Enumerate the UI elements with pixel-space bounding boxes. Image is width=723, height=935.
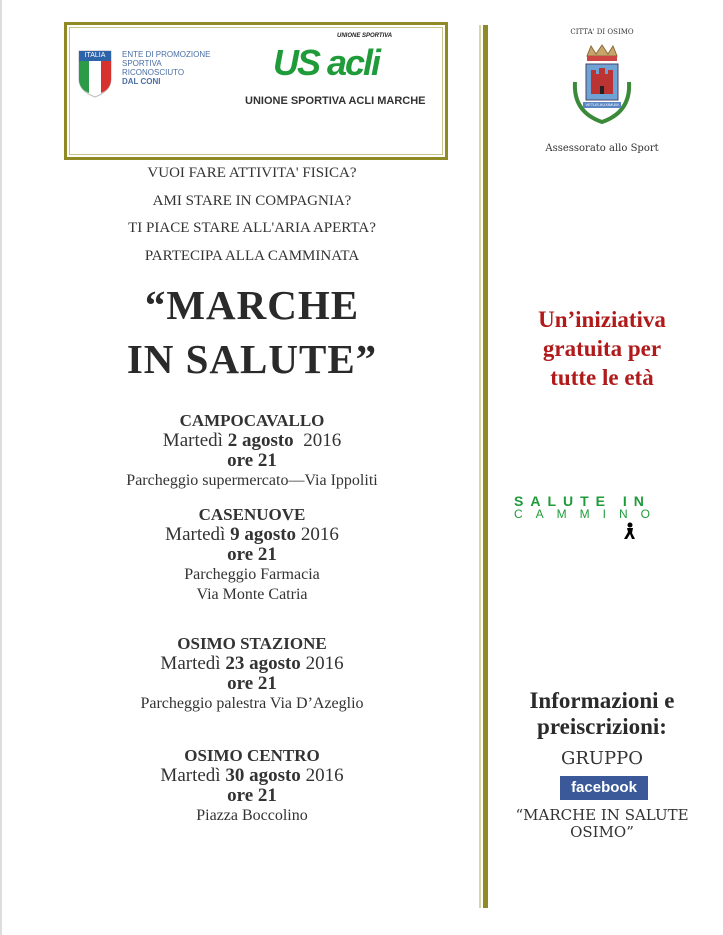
event-year: 2016 (300, 765, 344, 786)
salute-in-cammino-logo (514, 494, 689, 520)
initiative-line: gratuita per (542, 336, 662, 361)
coni-text (122, 50, 210, 86)
event-day: Martedì (160, 653, 226, 674)
osimo-crest-icon (569, 42, 635, 138)
event-year: 2016 (293, 430, 342, 451)
group-name-line: OSIMO” (570, 823, 634, 841)
event-osimo-centro (42, 746, 462, 826)
event-day-month: 30 agosto (225, 765, 301, 786)
event-day-month: 2 agosto (227, 430, 294, 451)
initiative-line: tutte le età (550, 365, 654, 390)
facebook-badge: facebook (560, 776, 648, 800)
usacli-logo: US acli (273, 42, 380, 83)
event-location: Parcheggio Farmacia (184, 566, 320, 583)
initiative-line: Un’iniziativa (538, 307, 666, 332)
facebook-group-name (492, 807, 712, 841)
intro-questions (42, 160, 462, 270)
event-hour: ore 21 (227, 785, 277, 806)
walker-icon (622, 522, 636, 540)
event-year: 2016 (296, 524, 339, 545)
event-osimo-stazione (42, 634, 462, 714)
event-location: Piazza Boccolino (196, 807, 308, 824)
event-title (42, 278, 462, 386)
coni-line: ENTE DI PROMOZIONE (122, 50, 211, 59)
event-date (42, 525, 462, 545)
coni-line: RICONOSCIUTO (122, 68, 185, 77)
event-year: 2016 (300, 653, 344, 674)
italia-badge-text: ITALIA (84, 52, 106, 59)
title-line: IN SALUTE” (126, 336, 378, 382)
sponsor-logo-box (64, 22, 448, 160)
italia-shield-icon (77, 49, 113, 99)
event-place: OSIMO CENTRO (184, 746, 320, 765)
event-day-month: 9 agosto (230, 524, 297, 545)
group-name-line: “MARCHE IN SALUTE (515, 806, 689, 824)
coni-line: SPORTIVA (122, 59, 162, 68)
event-date (42, 654, 462, 674)
usacli-caption: UNIONE SPORTIVA ACLI MARCHE (245, 95, 426, 107)
coni-line: DAL CONI (122, 77, 161, 86)
intro-line: VUOI FARE ATTIVITA' FISICA? (147, 165, 357, 181)
event-day-month: 23 agosto (225, 653, 301, 674)
event-day: Martedì (160, 765, 226, 786)
divider-thin (479, 25, 481, 908)
divider-line (483, 25, 488, 908)
event-hour: ore 21 (227, 673, 277, 694)
event-day: Martedì (165, 524, 231, 545)
sport-department-label: Assessorato allo Sport (545, 143, 659, 154)
salute-bottom-text: CAMMINO (514, 507, 663, 521)
title-line: “MARCHE (144, 282, 360, 328)
event-place: CASENUOVE (198, 505, 306, 524)
event-hour: ore 21 (227, 544, 277, 565)
event-campocavallo (42, 411, 462, 491)
crest-motto: VETUS AUXIMUM (585, 102, 619, 107)
event-place: CAMPOCAVALLO (179, 411, 325, 430)
event-date (42, 766, 462, 786)
info-heading (492, 688, 712, 740)
intro-line: TI PIACE STARE ALL'ARIA APERTA? (128, 220, 376, 236)
info-line: Informazioni e (529, 688, 675, 713)
event-casenuove (42, 505, 462, 605)
free-initiative-text (492, 305, 712, 392)
group-label: GRUPPO (560, 748, 644, 769)
event-place: OSIMO STAZIONE (177, 634, 327, 653)
info-line: preiscrizioni: (537, 714, 667, 739)
event-location: Parcheggio supermercato—Via Ippoliti (126, 472, 378, 489)
intro-line: PARTECIPA ALLA CAMMINATA (144, 247, 360, 264)
event-hour: ore 21 (227, 450, 277, 471)
usacli-small-text: UNIONE SPORTIVA (337, 33, 393, 39)
event-location: Via Monte Catria (196, 586, 308, 603)
event-location: Parcheggio palestra Via D’Azeglio (140, 695, 364, 712)
event-date (42, 431, 462, 451)
event-day: Martedì (162, 430, 228, 451)
intro-line: AMI STARE IN COMPAGNIA? (152, 192, 352, 209)
city-label: CITTA' DI OSIMO (570, 28, 634, 36)
salute-top-text: SALUTE IN (514, 493, 651, 509)
